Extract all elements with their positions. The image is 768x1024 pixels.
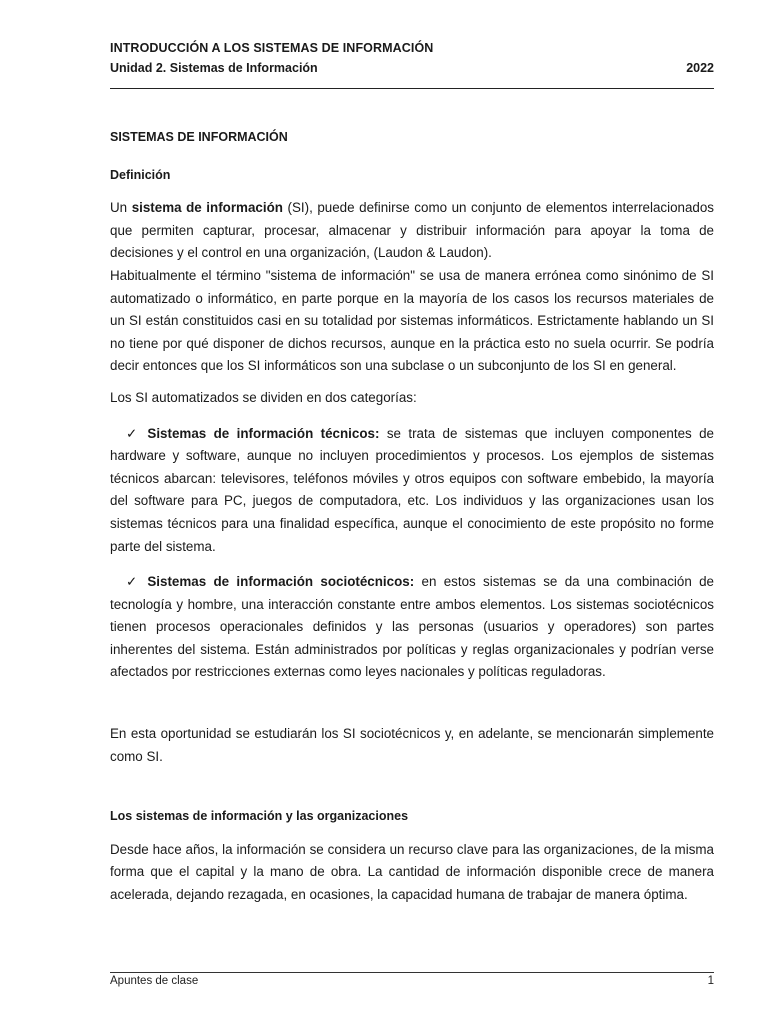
header-divider <box>110 88 714 89</box>
definition-paragraph-3: Los SI automatizados se dividen en dos categorías: <box>110 389 417 405</box>
check-icon: ✓ <box>126 574 138 590</box>
section-title: SISTEMAS DE INFORMACIÓN <box>110 130 288 144</box>
organizations-paragraph: Desde hace años, la información se considera un recurso clave para las organizaciones, de la misma forma que el capital y la mano de obra. La cantidad de información disponible crece de manera acelerada, dejando rezagada, en ocasiones, la capacidad humana de trabajar de manera óptima. <box>110 841 714 903</box>
definition-paragraph-1 <box>110 197 714 265</box>
page-header <box>110 41 714 75</box>
bullet-sociotechnical-term: Sistemas de información sociotécnicos: <box>147 574 415 590</box>
definition-p1-post: (SI), puede definirse como un conjunto de elementos interrelacionados que permiten capturar, procesar, almacenar y distribuir información para apoyar la toma de decisiones y el control en una organización, (Laudon & Laudon). <box>110 200 715 261</box>
definition-p1-term: sistema de información <box>131 200 283 216</box>
footer-label: Apuntes de clase <box>110 975 199 987</box>
definition-paragraph-2: Habitualmente el término "sistema de información" se usa de manera errónea como sinónimo de SI automatizado o informático, en parte porque en la mayoría de los casos los recursos materiales de un SI están constituidos casi en su totalidad por sistemas informáticos. Estrictamente hablando un SI no tiene por qué disponer de dichos recursos, aunque en la práctica esto no suela ocurrir. Se podría decir entonces que los SI informáticos son una subclase o un subconjunto de los SI en general. <box>110 267 714 374</box>
unit-title: Unidad 2. Sistemas de Información <box>110 61 318 75</box>
definition-heading: Definición <box>110 167 171 182</box>
bullet-technical-term: Sistemas de información técnicos: <box>147 425 380 441</box>
header-year: 2022 <box>686 61 714 75</box>
definition-p1-pre: Un <box>110 200 132 216</box>
bullet-sociotechnical-text: en estos sistemas se da una combinación de tecnología y hombre, una interacción constante entre ambos elementos. Los sistemas sociotécnicos tienen procesos operacionales definidos y las personas (usuarios y operadores) son partes inherentes del sistema. Están administrados por políticas y reglas organizacionales y podrían verse afectados por restricciones externas como leyes nacionales y políticas reguladoras. <box>110 574 714 680</box>
organizations-heading: Los sistemas de información y las organizaciones <box>110 809 409 824</box>
page-number: 1 <box>707 975 714 987</box>
bullet-item-sociotechnical <box>110 571 714 684</box>
page-body <box>110 126 714 907</box>
footer-divider <box>110 972 714 973</box>
course-title: INTRODUCCIÓN A LOS SISTEMAS DE INFORMACIÓN <box>110 41 434 55</box>
note-paragraph: En esta oportunidad se estudiarán los SI sociotécnicos y, en adelante, se mencionarán simplemente como SI. <box>110 726 714 764</box>
bullet-technical-text: se trata de sistemas que incluyen componentes de hardware y software, aunque no incluyen procedimientos y procesos. Los ejemplos de sistemas técnicos abarcan: televisores, teléfonos móviles y otros equipos con software embebido, la mayoría del software para PC, juegos de computadora, etc. Los individuos y las organizaciones usan los sistemas técnicos para una finalidad específica, aunque el conocimiento de este propósito no forme parte del sistema. <box>110 425 714 554</box>
check-icon: ✓ <box>126 425 138 441</box>
bullet-item-technical <box>110 423 714 559</box>
unit-line <box>110 61 714 75</box>
page-footer <box>110 975 714 987</box>
